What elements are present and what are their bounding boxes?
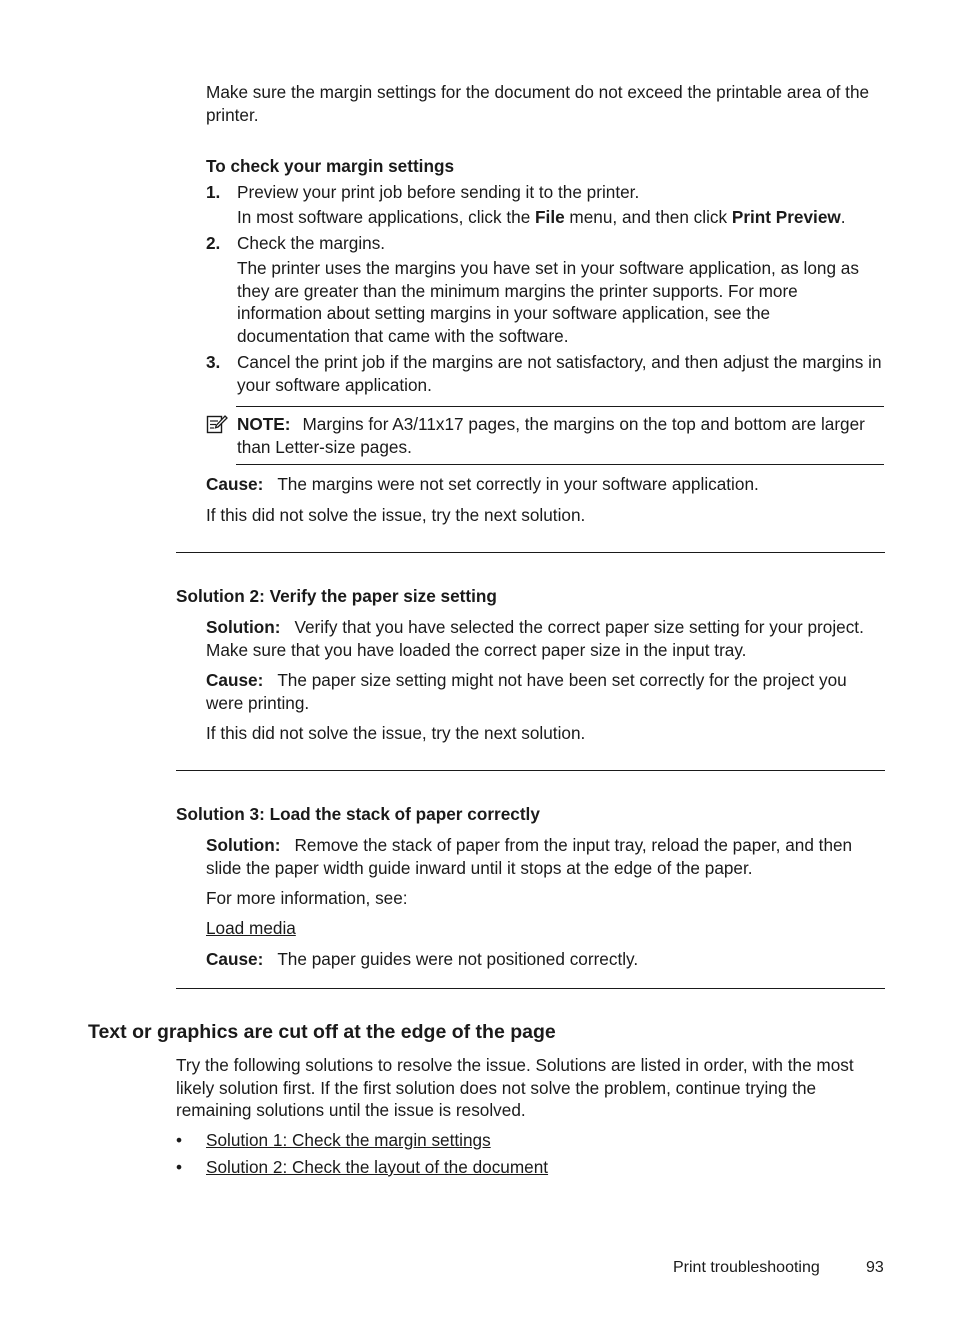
page-number: 93 (866, 1259, 884, 1276)
note-text: NOTE: Margins for A3/11x17 pages, the margins on the top and bottom are larger than Letter-size pages. (237, 414, 865, 457)
procedure-title: To check your margin settings (206, 156, 455, 176)
solution-3-text: Solution: Remove the stack of paper from the input tray, reload the paper, and then slide the paper width guide inward until it stops at the edge of the paper. (206, 835, 853, 878)
step-3-number: 3. (206, 352, 221, 372)
note-icon (206, 414, 228, 436)
step-2-text: Check the margins. (237, 233, 386, 253)
intro-paragraph: Make sure the margin settings for the document do not exceed the printable area of the printer. (206, 82, 870, 125)
step-3-text: Cancel the print job if the margins are not satisfactory, and then adjust the margins in your software application. (237, 352, 882, 395)
step-2-number: 2. (206, 233, 221, 253)
solution-2-heading: Solution 2: Verify the paper size setting (176, 586, 497, 606)
bullet-2: • (176, 1157, 183, 1177)
next-solution-2: If this did not solve the issue, try the next solution. (206, 723, 586, 743)
footer-section-title: Print troubleshooting (673, 1259, 820, 1276)
step-1-number: 1. (206, 182, 221, 202)
note-bottom-rule (236, 464, 884, 465)
section-intro: Try the following solutions to resolve the issue. Solutions are listed in order, with the most likely solution first. If the first solution does not solve the problem, continue trying the remaining solutions until the issue is resolved. (176, 1055, 854, 1120)
cause-1: Cause: The margins were not set correctly in your software application. (206, 474, 759, 494)
solution-3-heading: Solution 3: Load the stack of paper correctly (176, 804, 540, 824)
solution-1-link[interactable]: Solution 1: Check the margin settings (206, 1130, 491, 1150)
next-solution-1: If this did not solve the issue, try the next solution. (206, 505, 586, 525)
note-top-rule (236, 406, 884, 407)
step-2-detail: The printer uses the margins you have set in your software application, as long as they are greater than the minimum margins the printer supports. For more information about setting margins in your software application, see the documentation that came with the software. (237, 258, 859, 346)
solution-2-cause: Cause: The paper size setting might not have been set correctly for the project you were printing. (206, 670, 847, 713)
step-1-text: Preview your print job before sending it to the printer. (237, 182, 640, 202)
solution-2-text: Solution: Verify that you have selected the correct paper size setting for your project. Make sure that you have loaded the correct paper size in the input tray. (206, 617, 864, 660)
section-heading: Text or graphics are cut off at the edge of the page (88, 1021, 556, 1043)
solution-2-link[interactable]: Solution 2: Check the layout of the document (206, 1157, 549, 1177)
divider-2 (176, 770, 885, 771)
load-media-link[interactable]: Load media (206, 918, 296, 938)
divider-1 (176, 552, 885, 553)
more-info-text: For more information, see: (206, 888, 408, 908)
solution-3-cause: Cause: The paper guides were not positioned correctly. (206, 949, 639, 969)
bullet-1: • (176, 1130, 183, 1150)
step-1-detail: In most software applications, click the File menu, and then click Print Preview. (237, 207, 846, 227)
divider-3 (176, 988, 885, 989)
